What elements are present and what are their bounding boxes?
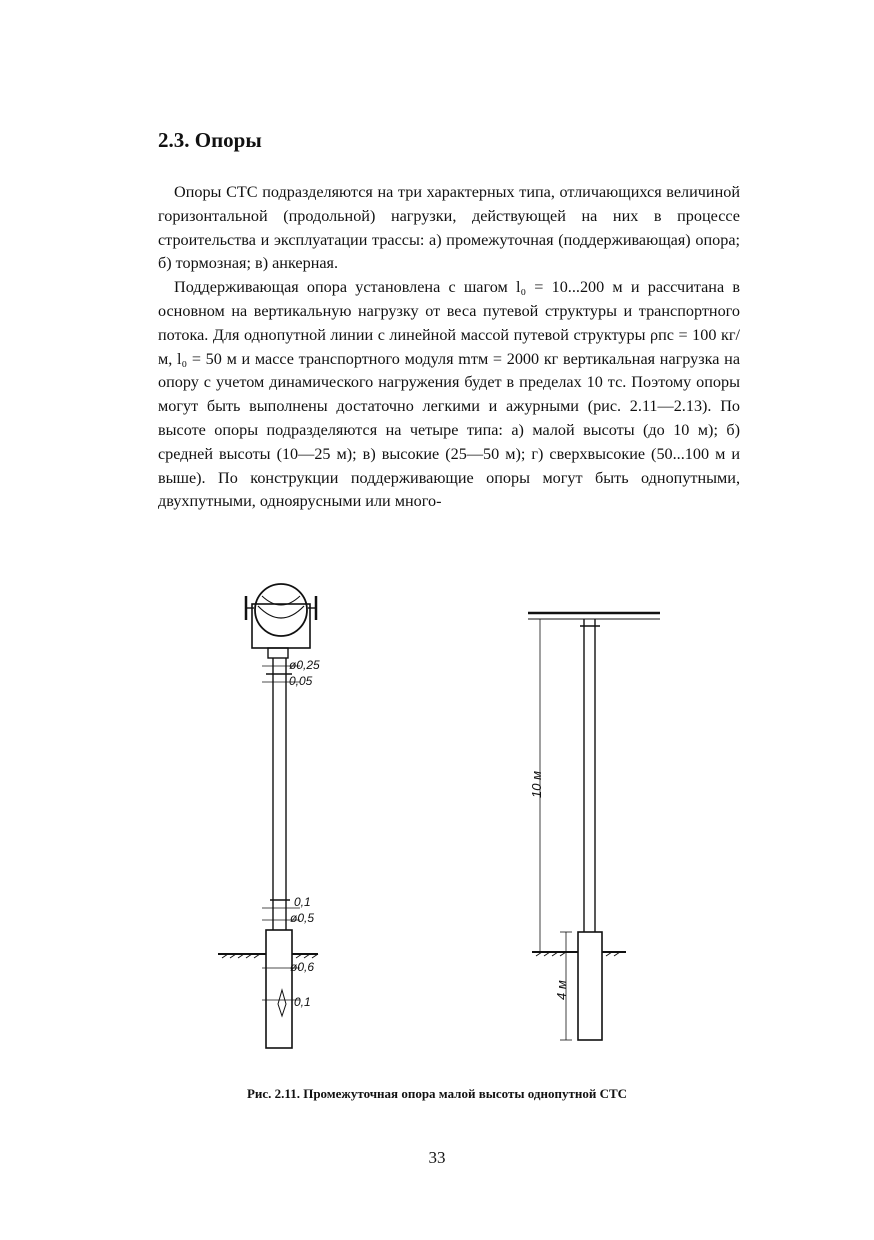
paragraph-1: Опоры СТС подразделяются на три характерных типа, отличающихся величиной горизонтальной (продольной) нагрузки, действующей на них в процессе строительства и эксплуатации трассы: а) промежуточная (поддерживающая) опора; б) тормозная; в) анкерная. (158, 183, 740, 273)
label-d05: ø0,5 (290, 911, 315, 925)
paragraph-2: Поддерживающая опора установлена с шагом l₀ = 10...200 м и рассчитана в основном на вертикальную нагрузку от веса путевой структуры и транспортного потока. Для однопутной линии с линейной массой путевой структуры ρпс = 100 кг/м, l₀ = 50 м и массе транспортного модуля mтм = 2000 кг вертикальная нагрузка на опору с учетом динамического нагружения будет в пределах 10 тс. Поэтому опоры могут быть выполнены достаточно легкими и ажурными (рис. 2.11—2.13). По высоте опоры подразделяются на четыре типа: а) малой высоты (до 10 м); б) средней высоты (10—25 м); в) высокие (25—50 м); г) сверхвысокие (50...100 м и выше). По конструкции поддерживающие опоры могут быть однопутными, двухпутными, одноярусными или много- (158, 278, 740, 511)
right-support-drawing (528, 613, 660, 1040)
figure-caption: Рис. 2.11. Промежуточная опора малой высоты однопутной СТС (246, 1086, 628, 1101)
label-d025: ø0,25 (289, 658, 320, 672)
label-d06: ø0,6 (290, 960, 315, 974)
body-text (158, 181, 740, 514)
foundation (266, 930, 292, 1048)
label-depth-4m: 4 м (554, 980, 569, 1000)
foundation-right (578, 932, 602, 1040)
left-support-drawing (218, 584, 318, 1048)
label-t01-lower: 0,1 (294, 995, 311, 1009)
page-number: 33 (428, 1148, 446, 1167)
support-drawing (0, 570, 874, 1070)
figure-2-11 (0, 570, 874, 1070)
label-height-10m: 10 м (529, 771, 544, 798)
label-t005: 0,05 (289, 674, 313, 688)
label-t01-upper: 0,1 (294, 895, 311, 909)
section-heading: 2.3. Опоры (158, 128, 262, 152)
